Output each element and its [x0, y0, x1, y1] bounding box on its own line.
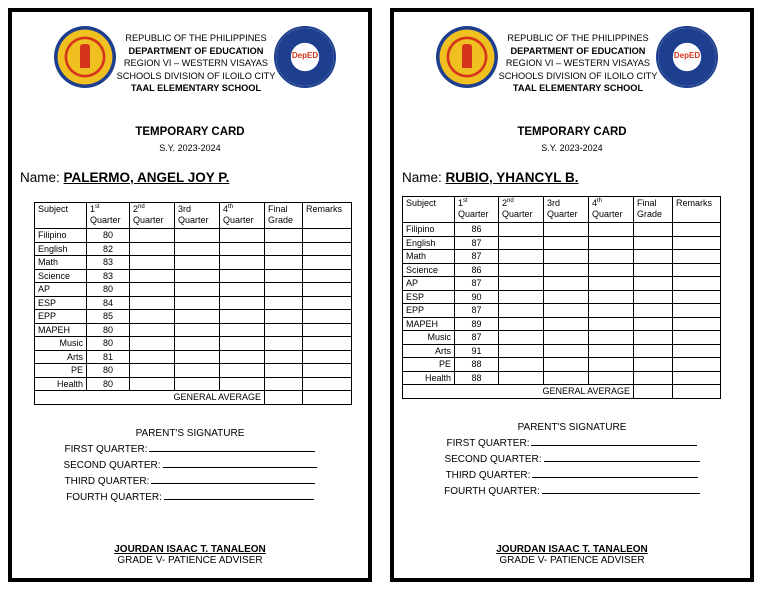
signature-underline [163, 458, 317, 468]
header-remarks: Remarks [303, 203, 352, 229]
q3-grade-cell [175, 364, 220, 378]
signature-first-quarter: FIRST QUARTER: [394, 436, 750, 452]
general-average-row [403, 385, 721, 399]
q3-grade-cell [175, 296, 220, 310]
header-republic: REPUBLIC OF THE PHILIPPINES [507, 33, 649, 43]
q4-grade-cell [589, 236, 634, 250]
subject-cell: Filipino [35, 229, 87, 243]
q1-grade-cell: 87 [455, 331, 499, 345]
remarks-cell [303, 229, 352, 243]
school-seal-text: DepED [673, 51, 701, 60]
remarks-cell [673, 290, 721, 304]
remarks-cell [303, 337, 352, 351]
header-division: SCHOOLS DIVISION OF ILOILO CITY [116, 70, 276, 81]
q1-grade-cell: 86 [455, 223, 499, 237]
q4-grade-cell [589, 290, 634, 304]
q2-grade-cell [130, 242, 175, 256]
grades-header-row [35, 203, 352, 229]
q3-grade-cell [544, 371, 589, 385]
table-row [403, 344, 721, 358]
header-division: SCHOOLS DIVISION OF ILOILO CITY [498, 70, 658, 81]
subject-cell: AP [35, 283, 87, 297]
header-q2: 2nd Quarter [499, 197, 544, 223]
header-q4: 4th Quarter [220, 203, 265, 229]
q2-grade-cell [499, 250, 544, 264]
subject-cell: English [403, 236, 455, 250]
subject-cell: ESP [403, 290, 455, 304]
table-row [35, 296, 352, 310]
q1-grade-cell: 80 [87, 337, 130, 351]
deped-seal-icon [54, 26, 116, 88]
remarks-cell [303, 296, 352, 310]
adviser-name: JOURDAN ISAAC T. TANALEON [114, 544, 266, 555]
q2-grade-cell [130, 323, 175, 337]
remarks-cell [673, 304, 721, 318]
q3-grade-cell [544, 236, 589, 250]
q2-grade-cell [130, 229, 175, 243]
remarks-cell [303, 256, 352, 270]
adviser-block [12, 544, 368, 566]
subject-cell: Science [403, 263, 455, 277]
signature-underline [164, 490, 314, 500]
table-row [35, 256, 352, 270]
remarks-cell [673, 317, 721, 331]
q2-grade-cell [499, 263, 544, 277]
table-row [403, 236, 721, 250]
grades-table [402, 196, 721, 399]
header-republic: REPUBLIC OF THE PHILIPPINES [125, 33, 267, 43]
q3-grade-cell [175, 377, 220, 391]
q4-grade-cell [220, 310, 265, 324]
q3-grade-cell [175, 323, 220, 337]
remarks-cell [673, 277, 721, 291]
q1-grade-cell: 91 [455, 344, 499, 358]
q3-grade-cell [544, 277, 589, 291]
header-school: TAAL ELEMENTARY SCHOOL [512, 83, 644, 94]
q2-grade-cell [130, 350, 175, 364]
q3-grade-cell [175, 337, 220, 351]
final-grade-cell [265, 323, 303, 337]
q4-grade-cell [220, 364, 265, 378]
remarks-cell [673, 223, 721, 237]
q4-grade-cell [220, 296, 265, 310]
table-row [403, 317, 721, 331]
header-q2: 2nd Quarter [130, 203, 175, 229]
subject-cell: MAPEH [403, 317, 455, 331]
q3-grade-cell [544, 304, 589, 318]
subject-cell: EPP [35, 310, 87, 324]
school-seal-icon [656, 26, 718, 88]
subject-cell: Filipino [403, 223, 455, 237]
subject-cell: Music [35, 337, 87, 351]
card-title: TEMPORARY CARD [135, 126, 245, 138]
table-row [35, 323, 352, 337]
final-grade-cell [634, 331, 673, 345]
final-grade-cell [634, 223, 673, 237]
name-label: Name: [402, 170, 442, 185]
q2-grade-cell [499, 358, 544, 372]
q3-grade-cell [544, 317, 589, 331]
final-grade-cell [634, 277, 673, 291]
subject-cell: Arts [403, 344, 455, 358]
signature-underline [531, 436, 697, 446]
signature-title: PARENT'S SIGNATURE [517, 422, 627, 433]
general-average-remarks-cell [673, 385, 721, 399]
final-grade-cell [265, 310, 303, 324]
q1-grade-cell: 80 [87, 283, 130, 297]
signature-underline [544, 452, 700, 462]
q4-grade-cell [220, 323, 265, 337]
q4-grade-cell [220, 377, 265, 391]
final-grade-cell [634, 358, 673, 372]
table-row [35, 229, 352, 243]
name-label: Name: [20, 170, 60, 185]
q2-grade-cell [499, 304, 544, 318]
q2-grade-cell [130, 296, 175, 310]
q3-grade-cell [175, 229, 220, 243]
q4-grade-cell [589, 223, 634, 237]
q3-grade-cell [544, 358, 589, 372]
q2-grade-cell [130, 377, 175, 391]
q4-grade-cell [220, 350, 265, 364]
final-grade-cell [265, 377, 303, 391]
q3-grade-cell [544, 344, 589, 358]
q1-grade-cell: 82 [87, 242, 130, 256]
final-grade-cell [265, 256, 303, 270]
table-row [403, 290, 721, 304]
table-row [403, 223, 721, 237]
final-grade-cell [265, 337, 303, 351]
q4-grade-cell [220, 283, 265, 297]
general-average-label: GENERAL AVERAGE [35, 391, 265, 405]
q1-grade-cell: 88 [455, 371, 499, 385]
signature-title: PARENT'S SIGNATURE [135, 428, 245, 439]
subject-cell: Science [35, 269, 87, 283]
remarks-cell [673, 344, 721, 358]
student-name-line [402, 170, 579, 185]
table-row [403, 250, 721, 264]
header-q1: 1st Quarter [455, 197, 499, 223]
q3-grade-cell [175, 242, 220, 256]
q3-grade-cell [544, 290, 589, 304]
signature-fourth-quarter: FOURTH QUARTER: [394, 484, 750, 500]
q4-grade-cell [220, 256, 265, 270]
q1-grade-cell: 87 [455, 236, 499, 250]
general-average-label: GENERAL AVERAGE [403, 385, 634, 399]
q3-grade-cell [544, 263, 589, 277]
header-q3: 3rd Quarter [544, 197, 589, 223]
signature-third-quarter: THIRD QUARTER: [12, 474, 368, 490]
temporary-card-palermo [8, 8, 372, 582]
table-row [35, 377, 352, 391]
q3-grade-cell [544, 223, 589, 237]
signature-fourth-quarter: FOURTH QUARTER: [12, 490, 368, 506]
q1-grade-cell: 80 [87, 229, 130, 243]
general-average-final-cell [265, 391, 303, 405]
q3-grade-cell [175, 269, 220, 283]
remarks-cell [303, 377, 352, 391]
remarks-cell [673, 371, 721, 385]
table-row [35, 269, 352, 283]
signature-underline [151, 474, 315, 484]
final-grade-cell [634, 290, 673, 304]
remarks-cell [673, 331, 721, 345]
header-final-grade: Final Grade [265, 203, 303, 229]
q1-grade-cell: 84 [87, 296, 130, 310]
final-grade-cell [634, 371, 673, 385]
general-average-row [35, 391, 352, 405]
signature-underline [542, 484, 700, 494]
general-average-final-cell [634, 385, 673, 399]
remarks-cell [673, 358, 721, 372]
q1-grade-cell: 87 [455, 277, 499, 291]
header-q1: 1st Quarter [87, 203, 130, 229]
deped-seal-icon [436, 26, 498, 88]
q2-grade-cell [130, 337, 175, 351]
q2-grade-cell [499, 331, 544, 345]
q1-grade-cell: 90 [455, 290, 499, 304]
q4-grade-cell [220, 337, 265, 351]
adviser-position: GRADE V- PATIENCE ADVISER [499, 555, 645, 566]
adviser-block [394, 544, 750, 566]
subject-cell: ESP [35, 296, 87, 310]
student-name-line [20, 170, 229, 185]
final-grade-cell [265, 296, 303, 310]
remarks-cell [303, 350, 352, 364]
parent-signature-block [12, 428, 368, 506]
subject-cell: PE [403, 358, 455, 372]
remarks-cell [303, 310, 352, 324]
q1-grade-cell: 81 [87, 350, 130, 364]
adviser-name: JOURDAN ISAAC T. TANALEON [496, 544, 648, 555]
q1-grade-cell: 87 [455, 304, 499, 318]
q2-grade-cell [499, 223, 544, 237]
q4-grade-cell [589, 263, 634, 277]
school-year: S.Y. 2023-2024 [541, 143, 603, 153]
table-row [403, 277, 721, 291]
table-row [403, 358, 721, 372]
final-grade-cell [265, 269, 303, 283]
q2-grade-cell [499, 371, 544, 385]
school-year: S.Y. 2023-2024 [159, 143, 221, 153]
q1-grade-cell: 85 [87, 310, 130, 324]
q4-grade-cell [589, 331, 634, 345]
q4-grade-cell [220, 269, 265, 283]
q4-grade-cell [589, 317, 634, 331]
signature-underline [532, 468, 698, 478]
adviser-position: GRADE V- PATIENCE ADVISER [117, 555, 263, 566]
q1-grade-cell: 80 [87, 323, 130, 337]
temporary-card-rubio [390, 8, 754, 582]
grades-header-row [403, 197, 721, 223]
q4-grade-cell [220, 242, 265, 256]
q2-grade-cell [499, 236, 544, 250]
q1-grade-cell: 86 [455, 263, 499, 277]
final-grade-cell [634, 344, 673, 358]
header-region: REGION VI – WESTERN VISAYAS [123, 58, 269, 69]
table-row [35, 283, 352, 297]
q3-grade-cell [175, 283, 220, 297]
final-grade-cell [634, 236, 673, 250]
table-row [35, 364, 352, 378]
q4-grade-cell [589, 250, 634, 264]
q2-grade-cell [130, 310, 175, 324]
remarks-cell [673, 236, 721, 250]
signature-underline [149, 442, 315, 452]
general-average-remarks-cell [303, 391, 352, 405]
header-q3: 3rd Quarter [175, 203, 220, 229]
table-row [403, 371, 721, 385]
remarks-cell [673, 263, 721, 277]
q3-grade-cell [175, 310, 220, 324]
q2-grade-cell [499, 290, 544, 304]
subject-cell: MAPEH [35, 323, 87, 337]
student-name: RUBIO, YHANCYL B. [445, 170, 579, 185]
subject-cell: Math [35, 256, 87, 270]
q3-grade-cell [175, 350, 220, 364]
subject-cell: Arts [35, 350, 87, 364]
signature-second-quarter: SECOND QUARTER: [394, 452, 750, 468]
subject-cell: AP [403, 277, 455, 291]
q3-grade-cell [175, 256, 220, 270]
q1-grade-cell: 83 [87, 269, 130, 283]
card-header [496, 32, 660, 95]
header-region: REGION VI – WESTERN VISAYAS [505, 58, 651, 69]
q2-grade-cell [499, 277, 544, 291]
q1-grade-cell: 80 [87, 364, 130, 378]
q4-grade-cell [589, 304, 634, 318]
subject-cell: Math [403, 250, 455, 264]
header-q4: 4th Quarter [589, 197, 634, 223]
header-subject: Subject [403, 197, 455, 223]
q1-grade-cell: 83 [87, 256, 130, 270]
parent-signature-block [394, 422, 750, 500]
grades-table [34, 202, 352, 405]
remarks-cell [303, 269, 352, 283]
table-row [403, 331, 721, 345]
table-row [35, 310, 352, 324]
remarks-cell [303, 364, 352, 378]
header-remarks: Remarks [673, 197, 721, 223]
q4-grade-cell [589, 358, 634, 372]
q3-grade-cell [544, 250, 589, 264]
remarks-cell [303, 242, 352, 256]
subject-cell: Music [403, 331, 455, 345]
q4-grade-cell [589, 344, 634, 358]
final-grade-cell [634, 250, 673, 264]
signature-first-quarter: FIRST QUARTER: [12, 442, 368, 458]
q1-grade-cell: 87 [455, 250, 499, 264]
remarks-cell [303, 283, 352, 297]
signature-second-quarter: SECOND QUARTER: [12, 458, 368, 474]
q2-grade-cell [499, 317, 544, 331]
card-header [114, 32, 278, 95]
header-subject: Subject [35, 203, 87, 229]
subject-cell: EPP [403, 304, 455, 318]
subject-cell: English [35, 242, 87, 256]
card-title: TEMPORARY CARD [517, 126, 627, 138]
final-grade-cell [634, 304, 673, 318]
subject-cell: Health [403, 371, 455, 385]
table-row [35, 350, 352, 364]
q4-grade-cell [589, 277, 634, 291]
table-row [403, 263, 721, 277]
q3-grade-cell [544, 331, 589, 345]
q2-grade-cell [130, 364, 175, 378]
header-department: DEPARTMENT OF EDUCATION [510, 45, 646, 56]
final-grade-cell [265, 229, 303, 243]
final-grade-cell [265, 350, 303, 364]
final-grade-cell [265, 283, 303, 297]
remarks-cell [303, 323, 352, 337]
q1-grade-cell: 89 [455, 317, 499, 331]
q1-grade-cell: 80 [87, 377, 130, 391]
final-grade-cell [634, 317, 673, 331]
final-grade-cell [634, 263, 673, 277]
school-seal-icon [274, 26, 336, 88]
q2-grade-cell [130, 256, 175, 270]
final-grade-cell [265, 242, 303, 256]
q2-grade-cell [499, 344, 544, 358]
header-department: DEPARTMENT OF EDUCATION [128, 45, 264, 56]
table-row [35, 337, 352, 351]
table-row [35, 242, 352, 256]
remarks-cell [673, 250, 721, 264]
q2-grade-cell [130, 283, 175, 297]
header-final-grade: Final Grade [634, 197, 673, 223]
student-name: PALERMO, ANGEL JOY P. [63, 170, 230, 185]
final-grade-cell [265, 364, 303, 378]
q4-grade-cell [589, 371, 634, 385]
q1-grade-cell: 88 [455, 358, 499, 372]
q2-grade-cell [130, 269, 175, 283]
signature-third-quarter: THIRD QUARTER: [394, 468, 750, 484]
q4-grade-cell [220, 229, 265, 243]
subject-cell: PE [35, 364, 87, 378]
table-row [403, 304, 721, 318]
school-seal-text: DepED [291, 51, 319, 60]
header-school: TAAL ELEMENTARY SCHOOL [130, 83, 262, 94]
subject-cell: Health [35, 377, 87, 391]
